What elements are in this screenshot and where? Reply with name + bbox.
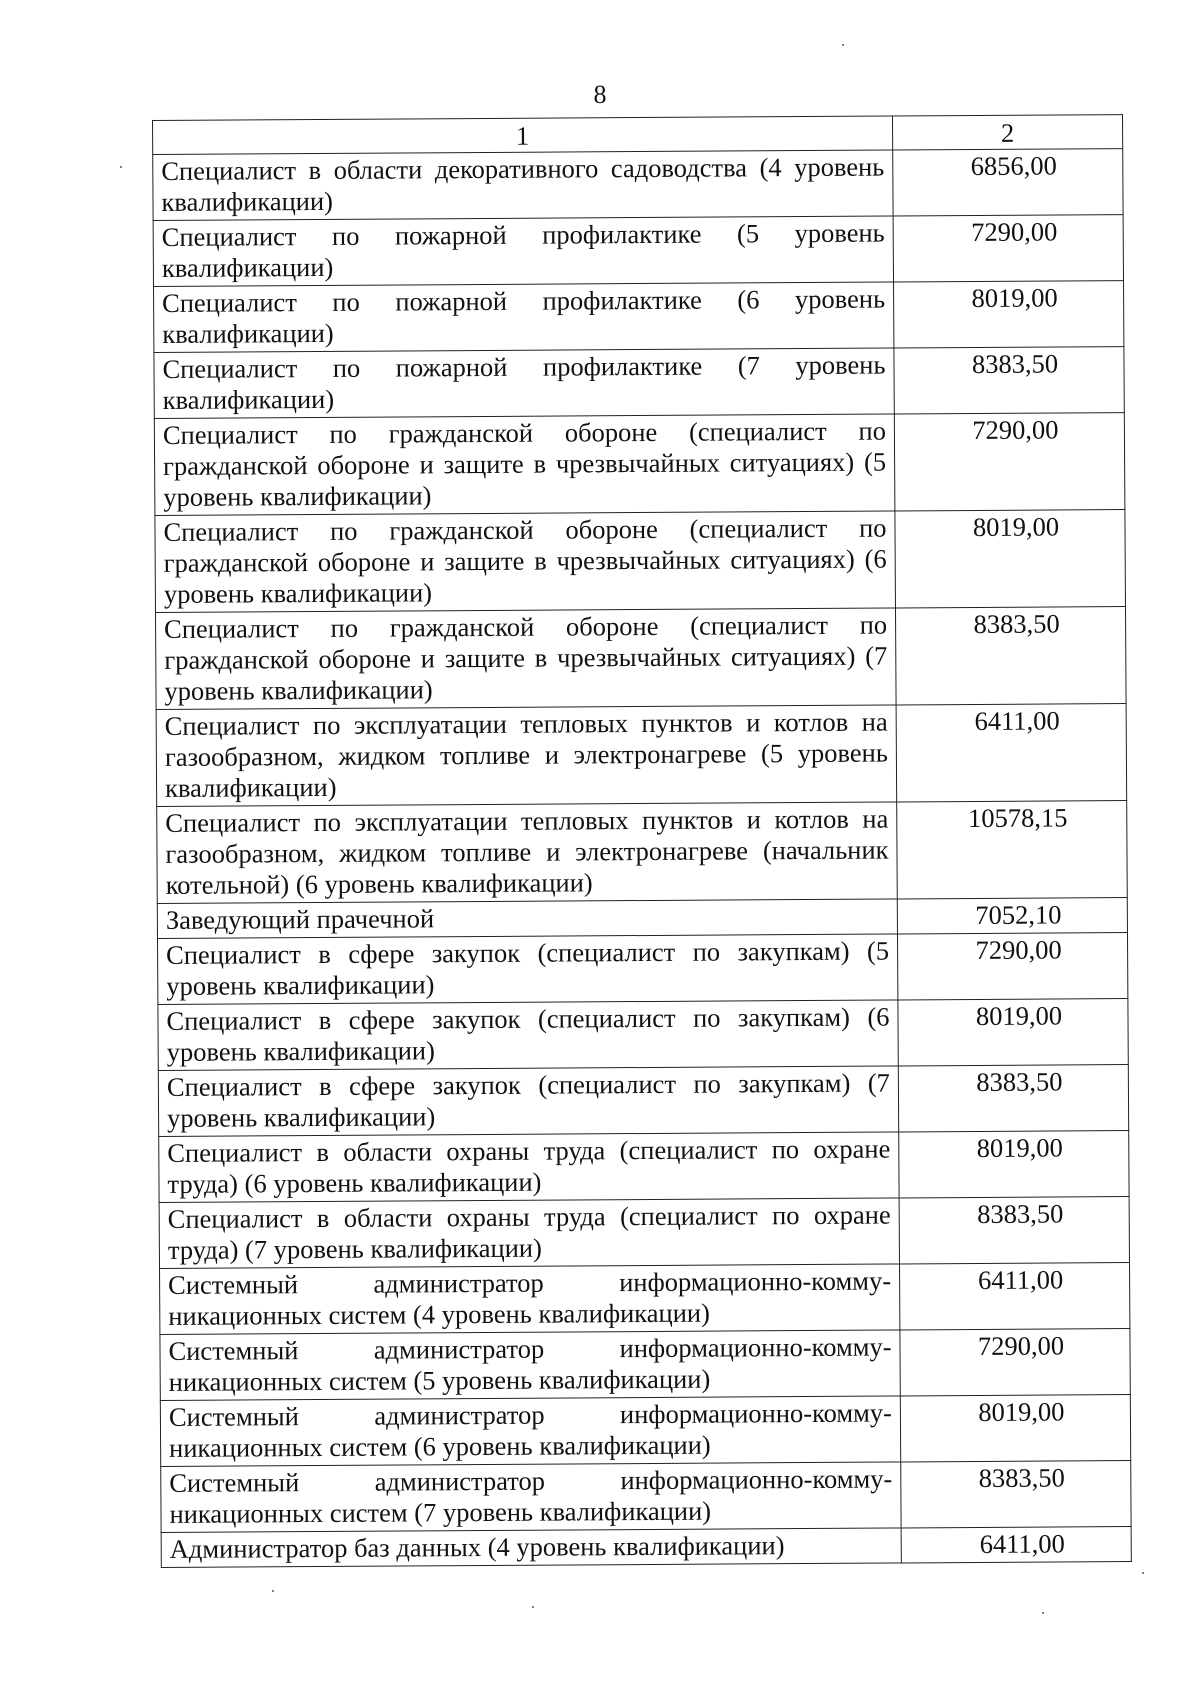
salary-cell: 6411,00	[900, 1263, 1130, 1330]
column-header-2: 2	[892, 115, 1122, 150]
position-name-cell: Заведующий прачечной	[157, 899, 897, 939]
page-number: 8	[593, 80, 607, 109]
table-row	[154, 281, 1124, 353]
position-name-cell: Специалист по пожарной профилактике (5 уровень квалификации)	[153, 216, 893, 287]
salary-cell: 6411,00	[896, 704, 1127, 802]
position-name-cell: Системный администратор информационно-комму-никационных систем (6 уровень квалификации)	[160, 1396, 900, 1467]
table-row	[161, 1461, 1131, 1533]
salary-cell: 8019,00	[894, 281, 1124, 348]
salary-cell: 10578,15	[897, 801, 1128, 899]
salary-cell: 7290,00	[897, 933, 1127, 1000]
salary-cell: 8019,00	[900, 1395, 1130, 1462]
position-name-cell: Специалист по пожарной профилактике (6 уровень квалификации)	[154, 282, 894, 353]
position-name-cell: Администратор баз данных (4 уровень квалификации)	[161, 1528, 901, 1568]
position-name-cell: Специалист по пожарной профилактике (7 уровень квалификации)	[154, 348, 894, 419]
table-row	[159, 1197, 1129, 1269]
table-row	[153, 215, 1123, 287]
salary-cell: 7290,00	[893, 215, 1123, 282]
table-row	[154, 347, 1124, 419]
table-row	[154, 413, 1125, 516]
table-row	[153, 149, 1123, 221]
salary-cell: 8383,50	[901, 1461, 1131, 1528]
position-name-cell: Специалист в сфере закупок (специалист по закупкам) (5 уровень квалификации)	[157, 934, 897, 1005]
table-row	[159, 1131, 1129, 1203]
position-name-cell: Специалист по гражданской обороне (специалист по гражданской обороне и защите в чрезвычайных ситуациях) (6 уровень квалификации)	[155, 511, 896, 613]
scan-speck	[272, 1590, 274, 1592]
salary-table-container	[152, 114, 1131, 1568]
salary-cell: 7290,00	[894, 413, 1125, 511]
position-name-cell: Специалист в сфере закупок (специалист по закупкам) (7 уровень квалификации)	[158, 1066, 898, 1137]
table-row	[157, 898, 1127, 939]
position-name-cell: Специалист по гражданской обороне (специалист по гражданской обороне и защите в чрезвычайных ситуациях) (5 уровень квалификации)	[154, 414, 895, 516]
scan-speck	[842, 44, 844, 46]
scan-speck	[1042, 1612, 1044, 1614]
position-name-cell: Специалист по эксплуатации тепловых пунктов и котлов на газообразном, жидком топливе и электронагреве (начальник котельной) (6 уровень квалификации)	[157, 802, 898, 904]
table-row	[155, 510, 1126, 613]
position-name-cell: Системный администратор информационно-комму-никационных систем (7 уровень квалификации)	[161, 1462, 901, 1533]
table-row	[157, 933, 1127, 1005]
position-name-cell: Специалист в сфере закупок (специалист по закупкам) (6 уровень квалификации)	[158, 1000, 898, 1071]
position-name-cell: Системный администратор информационно-комму-никационных систем (4 уровень квалификации)	[160, 1264, 900, 1335]
table-row	[156, 607, 1127, 710]
table-row	[160, 1263, 1130, 1335]
scan-speck	[1142, 1572, 1144, 1574]
position-name-cell: Специалист по эксплуатации тепловых пунктов и котлов на газообразном, жидком топливе и электронагреве (5 уровень квалификации)	[156, 705, 897, 807]
position-name-cell: Системный администратор информационно-комму-никационных систем (5 уровень квалификации)	[160, 1330, 900, 1401]
position-name-cell: Специалист в области декоративного садоводства (4 уровень квалификации)	[153, 150, 893, 221]
table-row	[161, 1527, 1131, 1568]
salary-cell: 8019,00	[895, 510, 1126, 608]
salary-cell: 8383,50	[894, 347, 1124, 414]
table-row	[158, 999, 1128, 1071]
table-row	[158, 1065, 1128, 1137]
salary-cell: 6411,00	[901, 1527, 1131, 1563]
salary-cell: 8383,50	[899, 1197, 1129, 1264]
salary-table	[152, 114, 1132, 1568]
scan-speck	[120, 166, 122, 168]
table-row	[157, 801, 1128, 904]
table-row	[160, 1329, 1130, 1401]
salary-cell: 8019,00	[899, 1131, 1129, 1198]
salary-cell: 6856,00	[893, 149, 1123, 216]
scan-speck	[532, 1606, 534, 1608]
salary-cell: 7052,10	[897, 898, 1127, 934]
table-row	[160, 1395, 1130, 1467]
table-row	[156, 704, 1127, 807]
salary-cell: 8019,00	[898, 999, 1128, 1066]
position-name-cell: Специалист по гражданской обороне (специалист по гражданской обороне и защите в чрезвычайных ситуациях) (7 уровень квалификации)	[156, 608, 897, 710]
position-name-cell: Специалист в области охраны труда (специалист по охране труда) (7 уровень квалификации)	[159, 1198, 899, 1269]
salary-cell: 8383,50	[898, 1065, 1128, 1132]
position-name-cell: Специалист в области охраны труда (специалист по охране труда) (6 уровень квалификации)	[159, 1132, 899, 1203]
salary-cell: 7290,00	[900, 1329, 1130, 1396]
column-header-1: 1	[153, 116, 893, 155]
salary-cell: 8383,50	[895, 607, 1126, 705]
